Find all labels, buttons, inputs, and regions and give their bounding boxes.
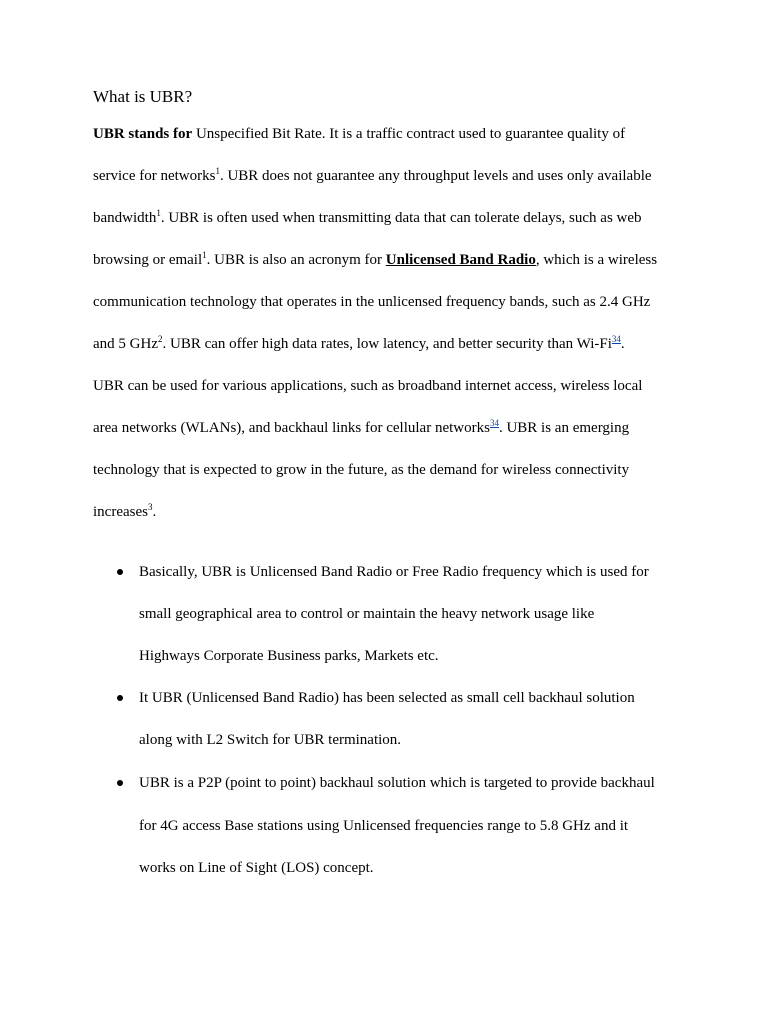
paragraph-text: . UBR is often used when transmitting data that can tolerate delays, such as web (160, 210, 642, 226)
bullet-icon (117, 695, 123, 701)
paragraph-text: bandwidth (93, 210, 157, 226)
footnote-link[interactable]: 34 (611, 334, 621, 344)
bullet-text: Basically, UBR is Unlicensed Band Radio or Free Radio frequency which is used for (139, 564, 649, 580)
bullet-text: along with L2 Switch for UBR termination. (139, 732, 402, 748)
footnote-ref: 3 (147, 502, 153, 512)
paragraph-line: UBR can be used for various applications, such as broadband internet access, wireless local (93, 378, 643, 394)
paragraph-line (93, 502, 693, 522)
paragraph-text: . UBR can offer high data rates, low latency, and better security than Wi-Fi (162, 336, 612, 352)
bold-term: UBR stands for (93, 126, 193, 142)
footnote-link[interactable]: 34 (489, 418, 499, 428)
paragraph-line (93, 334, 693, 354)
paragraph-line (93, 250, 693, 270)
footnote-ref: 2 (157, 334, 163, 344)
bullet-text: UBR is a P2P (point to point) backhaul solution which is targeted to provide backhaul (139, 775, 655, 791)
bullet-text: for 4G access Base stations using Unlicensed frequencies range to 5.8 GHz and it (139, 818, 629, 834)
bullet-text: It UBR (Unlicensed Band Radio) has been selected as small cell backhaul solution (139, 690, 635, 706)
document-title: What is UBR? (93, 87, 193, 106)
paragraph-line (93, 418, 693, 438)
paragraph-text: increases (93, 504, 148, 520)
paragraph-text: and 5 GHz (93, 336, 158, 352)
footnote-ref: 1 (202, 250, 207, 260)
paragraph-text: service for networks (93, 168, 216, 184)
bullet-text: works on Line of Sight (LOS) concept. (139, 860, 374, 876)
unlicensed-band-radio-link[interactable]: Unlicensed Band Radio (385, 252, 536, 268)
footnote-ref: 1 (215, 166, 220, 176)
bullet-text: Highways Corporate Business parks, Markets etc. (139, 648, 439, 664)
paragraph-line (93, 166, 693, 186)
paragraph-text: . UBR is an emerging (498, 420, 630, 436)
paragraph-text: . UBR is also an acronym for (206, 252, 386, 268)
paragraph-text: Unspecified Bit Rate. It is a traffic contract used to guarantee quality of (192, 126, 626, 142)
paragraph-text: area networks (WLANs), and backhaul links for cellular networks (93, 420, 490, 436)
paragraph-text: , which is a wireless (535, 252, 658, 268)
bullet-text: small geographical area to control or maintain the heavy network usage like (139, 606, 595, 622)
paragraph-line (93, 208, 693, 228)
paragraph-line (93, 124, 693, 144)
bullet-icon (117, 780, 123, 786)
paragraph-line: technology that is expected to grow in the future, as the demand for wireless connectivity (93, 462, 630, 478)
paragraph-text: . (152, 504, 157, 520)
paragraph-text: . (620, 336, 625, 352)
footnote-ref: 1 (156, 208, 161, 218)
paragraph-text: . UBR does not guarantee any throughput levels and uses only available (219, 168, 652, 184)
bullet-icon (117, 569, 123, 575)
paragraph-line: communication technology that operates in the unlicensed frequency bands, such as 2.4 GHz (93, 294, 651, 310)
paragraph-text: browsing or email (93, 252, 203, 268)
